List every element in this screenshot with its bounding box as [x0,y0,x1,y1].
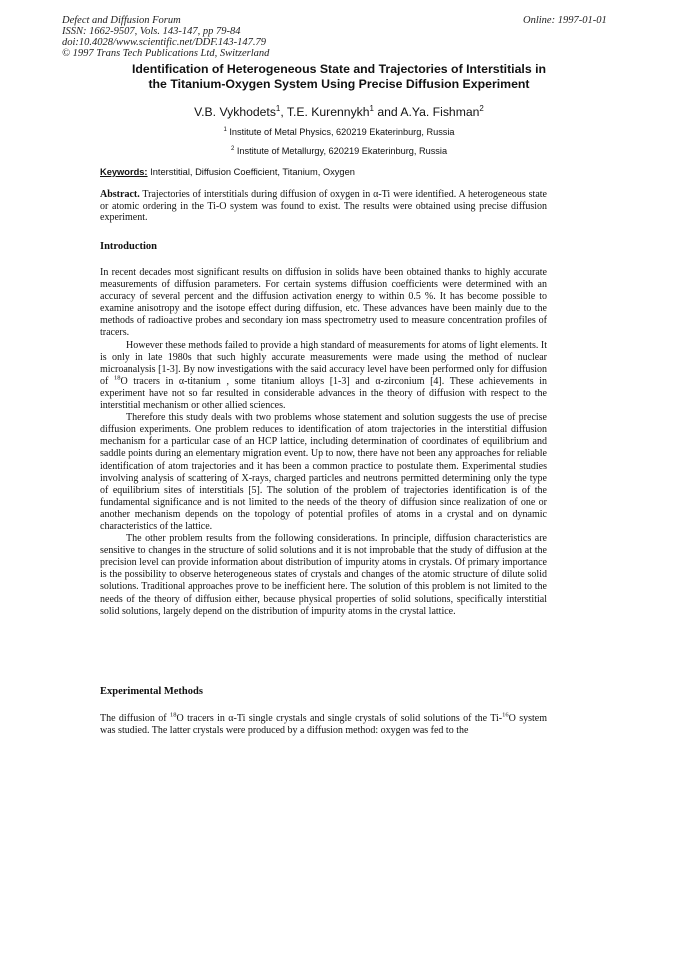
author-list [0,105,678,119]
affiliation-2 [0,146,678,156]
journal-header [62,15,269,59]
affiliation-1-mark: 1 [223,126,227,133]
paper-title-line-1: Identification of Heterogeneous State and Trajectories of Interstitials in [131,62,547,76]
intro-paragraph-2-part-b: O tracers in α-titanium , some titanium alloys [1-3] and α-zirconium [4]. These achievements in experiment have not so far resulted in considerable advances in the theory of diffusion with respect to the interstitial mechanism or other allied sciences. [100,375,547,412]
affiliation-2-mark: 2 [230,145,235,152]
abstract-text: Trajectories of interstitials during diffusion of oxygen in α-Ti were identified. A heterogeneous state or atomic ordering in the Ti-O system was found to exist. The results were obtained using precise diffusion experiment. [100,189,547,224]
intro-paragraph-3: Therefore this study deals with two problems whose statement and solution suggests the use of precise diffusion experiments. One problem reduces to identification of atom trajectories in the interstitial diffusion mechanism for a particular case of an HCP lattice, including determination of coordinates of equilibrium and saddle points during an elementary migration event. Up to now, there have not been any approaches for reliable identification of atom trajectories and it has been a common practice to postulate them. Experimental studies involving analysis of scattering of X-rays, charged particles and neutrons permitted determining only the type of equilibrium sites of interstitials [5]. The solution of the problem of trajectories identification is of the fundamental significance and is not limited to the needs of the theory of diffusion since realization of one or another mechanism depends on the topology of potential profiles of atoms in a crystal and on dynamic characteristics of the lattice. [100,412,547,532]
abstract [100,189,547,224]
experimental-paragraph-1 [100,713,547,738]
author-separator: and [373,105,401,119]
journal-name: Defect and Diffusion Forum [62,15,181,26]
section-heading-experimental-methods: Experimental Methods [100,686,203,697]
issn-line: ISSN: 1662-9507, Vols. 143-147, pp 79-84 [62,26,241,37]
author-3: A.Ya. Fishman [400,105,480,119]
exp-paragraph-part-c: O system was studied. The latter crystals were produced by a diffusion method: oxygen was fed to the [100,713,548,737]
isotope-mass-18: 18 [113,374,121,382]
keywords [100,167,355,177]
affiliation-2-text: Institute of Metallurgy, 620219 Ekaterinburg, Russia [234,146,448,156]
copyright-line: © 1997 Trans Tech Publications Ltd, Switzerland [62,48,270,59]
author-3-affil-mark: 2 [479,103,484,113]
experimental-body [100,713,547,738]
keywords-label: Keywords: [100,167,148,177]
exp-paragraph-part-b: O tracers in α-Ti single crystals and single crystals of solid solutions of the Ti- [176,713,503,724]
keywords-text: Interstitial, Diffusion Coefficient, Titanium, Oxygen [147,167,355,177]
intro-paragraph-4: The other problem results from the following considerations. In principle, diffusion characteristics are sensitive to changes in the structure of solid solutions and it is not improbable that the study of diffusion at the precision level can provide information about distribution of impurity atoms in crystals. Of primary importance is the possibility to observe heterogeneous states of crystals and changes of the atomic structure of dilute solid solutions. Traditional approaches prove to be inefficient here. The solution of this problem is not limited to the needs of the theory of diffusion either, because physical properties of solid solutions, specifically interstitial solid solutions, largely depend on the distribution of impurity atoms in the crystal lattice. [100,533,547,617]
intro-paragraph-2 [100,340,547,413]
intro-paragraph-2-part-a: However these methods failed to provide a high standard of measurements for atoms of light elements. It is only in late 1980s that such highly accurate measurements were made using the method of nuclear microanalysis [1-3]. By now investigations with the said accuracy level have been performed only for diffusion of [100,339,547,387]
affiliation-1-text: Institute of Metal Physics, 620219 Ekaterinburg, Russia [226,127,455,137]
author-2-affil-mark: 1 [369,103,374,113]
online-date: Online: 1997-01-01 [523,15,607,26]
isotope-mass-18: 18 [169,711,177,719]
abstract-label: Abstract. [100,189,140,200]
intro-paragraph-1: In recent decades most significant results on diffusion in solids have been obtained thanks to highly accurate measurements of diffusion parameters. For certain systems diffusion coefficients were determined with an accuracy of several percent and the diffusion activation energy to within 0.5 %. It has become possible to examine anisotropy and the isotope effect during diffusion, etc. These advances have been mainly due to the methods of radioactive probes and secondary ion mass spectrometry used to measure concentration profiles of tracers. [100,267,547,339]
isotope-mass-16: 16 [502,711,509,719]
exp-paragraph-part-a: The diffusion of [100,713,170,724]
author-1-affil-mark: 1 [275,103,281,113]
affiliation-1 [0,127,678,137]
author-separator: , [280,105,287,119]
author-1: V.B. Vykhodets [194,105,276,119]
introduction-body [100,267,547,618]
section-heading-introduction: Introduction [100,241,157,252]
paper-title-line-2: the Titanium-Oxygen System Using Precise Diffusion Experiment [148,77,530,91]
author-2: T.E. Kurennykh [286,105,370,119]
doi-line[interactable]: doi:10.4028/www.scientific.net/DDF.143-147.79 [62,37,267,48]
